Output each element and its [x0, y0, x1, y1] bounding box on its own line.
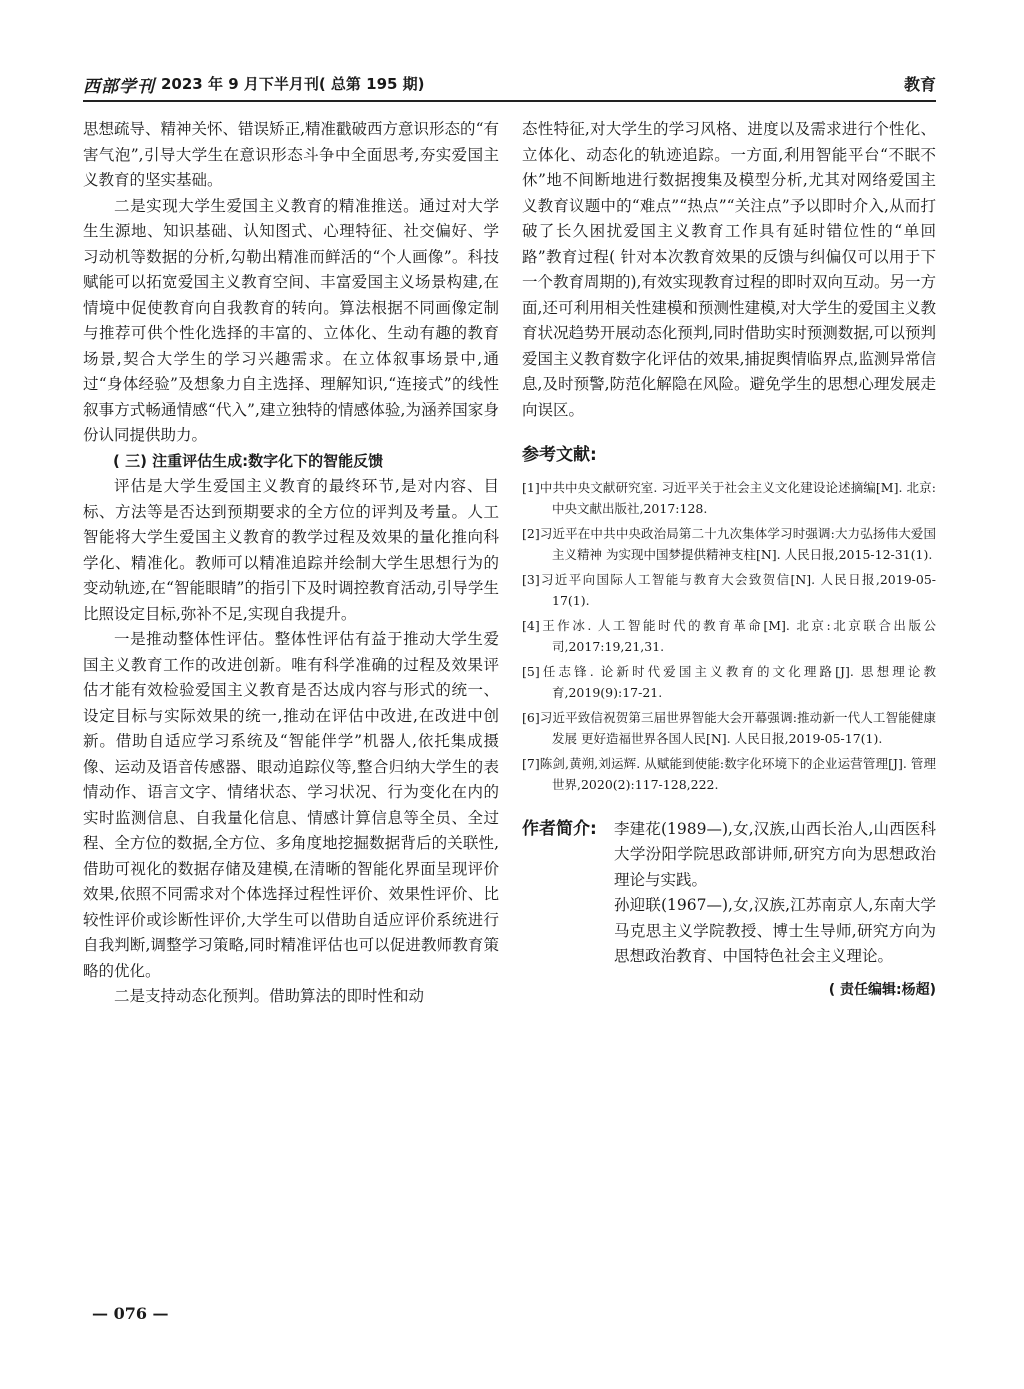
page-header	[83, 70, 936, 102]
journal-logo: 西部学刊	[83, 77, 155, 97]
left-column	[83, 117, 499, 1010]
reference-item: [6]习近平致信祝贺第三届世界智能大会开幕强调:推动新一代人工智能健康发展 更好造福世界各国人民[N]. 人民日报,2019-05-17(1).	[522, 709, 936, 746]
reference-item: [3]习近平向国际人工智能与教育大会致贺信[N]. 人民日报,2019-05-17(1).	[522, 571, 936, 608]
paragraph: 一是推动整体性评估。整体性评估有益于推动大学生爱国主义教育工作的改进创新。唯有科学准确的过程及效果评估才能有效检验爱国主义教育是否达成内容与形式的统一、设定目标与实际效果的统一,推动在评估中改进,在改进中创新。借助自适应学习系统及“智能伴学”机器人,依托集成摄像、运动及语音传感器、眼动追踪仪等,整合归纳大学生的表情动作、语言文字、情绪状态、学习状况、行为变化在内的实时监测信息、自我量化信息、情感计算信息等全员、全过程、全方位的数据,全方位、多角度地挖掘数据背后的关联性,借助可视化的数据存储及建模,在清晰的智能化界面呈现评价效果,依照不同需求对个体选择过程性评价、效果性评价、比较性评价或诊断性评价,大学生可以借助自适应评价系统进行自我判断,调整学习策略,同时精准评估也可以促进教师教育策略的优化。	[83, 630, 499, 980]
reference-item: [1]中共中央文献研究室. 习近平关于社会主义文化建设论述摘编[M]. 北京:中央文献出版社,2017:128.	[522, 479, 936, 516]
reference-item: [2]习近平在中共中央政治局第二十九次集体学习时强调:大力弘扬伟大爱国主义精神 为实现中国梦提供精神支柱[N]. 人民日报,2015-12-31(1).	[522, 525, 936, 562]
references-list	[522, 477, 936, 795]
paragraph: 二是支持动态化预判。借助算法的即时性和动	[114, 987, 425, 1005]
reference-item: [7]陈剑,黄朔,刘运辉. 从赋能到使能:数字化环境下的企业运营管理[J]. 管理世界,2020(2):117-128,222.	[522, 755, 936, 792]
author-bio-2: 孙迎联(1967—),女,汉族,江苏南京人,东南大学马克思主义学院教授、博士生导师,研究方向为思想政治教育、中国特色社会主义理论。	[614, 896, 936, 965]
author-label: 作者简介:	[522, 818, 597, 839]
paragraph: 二是实现大学生爱国主义教育的精准推送。通过对大学生生源地、知识基础、认知图式、心理特征、社交偏好、学习动机等数据的分析,勾勒出精准而鲜活的“个人画像”。科技赋能可以拓宽爱国主义教育空间、丰富爱国主义场景构建,在情境中促使教育向自我教育的转向。算法根据不同画像定制与推荐可供个性化选择的丰富的、立体化、生动有趣的教育场景,契合大学生的学习兴趣需求。在立体叙事场景中,通过“身体经验”及想象力自主选择、理解知识,“连接式”的线性叙事方式畅通情感“代入”,建立独特的情感体验,为涵养国家身份认同提供助力。	[83, 196, 499, 444]
responsible-editor: ( 责任编辑:杨超)	[828, 981, 936, 998]
page-number: — 076 —	[92, 1304, 169, 1323]
paragraph: 思想疏导、精神关怀、错误矫正,精准戳破西方意识形态的“有害气泡”,引导大学生在意识形态斗争中全面思考,夯实爱国主义教育的坚实基础。	[83, 120, 499, 189]
section-label: 教育	[903, 75, 936, 94]
issue-info: 2023 年 9 月下半月刊( 总第 195 期)	[161, 75, 425, 93]
paragraph: 态性特征,对大学生的学习风格、进度以及需求进行个性化、立体化、动态化的轨迹追踪。一方面,利用智能平台“不眠不休”地不间断地进行数据搜集及模型分析,尤其对网络爱国主义教育议题中的“难点”“热点”“关注点”予以即时介入,从而打破了长久困扰爱国主义教育工作具有延时错位性的“单回路”教育过程( 针对本次教育效果的反馈与纠偏仅可以用于下一个教育周期的),有效实现教育过程的即时双向互动。另一方面,还可利用相关性建模和预测性建模,对大学生的爱国主义教育状况趋势开展动态化预判,同时借助实时预测数据,可以预判爱国主义教育数字化评估的效果,捕捉舆情临界点,监测异常信息,及时预警,防范化解隐在风险。避免学生的思想心理发展走向误区。	[522, 120, 936, 419]
reference-item: [5]任志锋. 论新时代爱国主义教育的文化理路[J]. 思想理论教育,2019(9):17-21.	[522, 663, 936, 700]
right-column	[522, 117, 936, 1003]
paragraph: 评估是大学生爱国主义教育的最终环节,是对内容、目标、方法等是否达到预期要求的全方位的评判及考量。人工智能将大学生爱国主义教育的教学过程及效果的量化推向科学化、精准化。教师可以精准追踪并绘制大学生思想行为的变动轨迹,在“智能眼睛”的指引下及时调控教育活动,引导学生比照设定目标,弥补不足,实现自我提升。	[83, 477, 499, 623]
author-bio-1: 李建花(1989—),女,汉族,山西长治人,山西医科大学汾阳学院思政部讲师,研究方向为思想政治理论与实践。	[614, 819, 936, 889]
references-title: 参考文献:	[522, 445, 597, 465]
reference-item: [4]王作冰. 人工智能时代的教育革命[M]. 北京:北京联合出版公司,2017:19,21,31.	[522, 617, 936, 654]
author-bio	[522, 817, 936, 970]
section-subheading: ( 三) 注重评估生成:数字化下的智能反馈	[113, 451, 384, 470]
